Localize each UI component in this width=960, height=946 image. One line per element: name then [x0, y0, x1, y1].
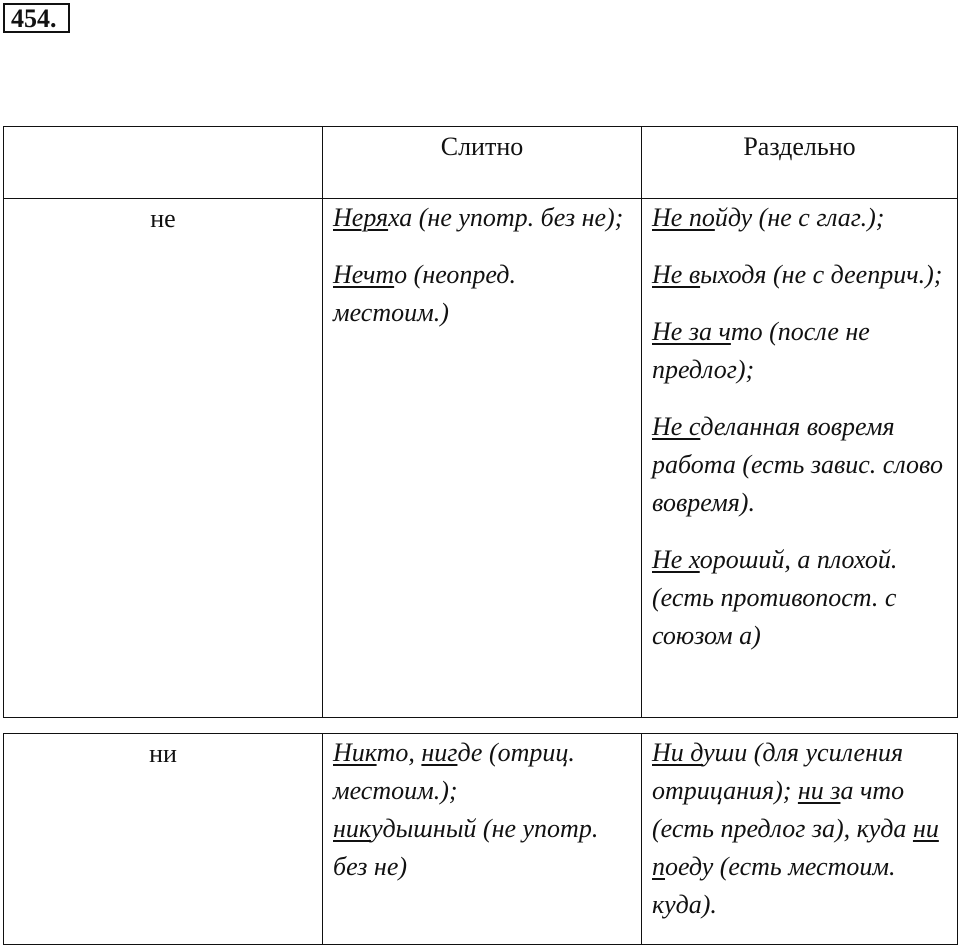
header-together-label: Слитно — [440, 132, 524, 161]
row-label-cell — [4, 734, 322, 944]
example-text: де (отриц. местоим.); — [333, 738, 575, 805]
together-cell — [322, 734, 641, 944]
underlined-part: ник — [333, 814, 372, 843]
together-cell — [322, 199, 641, 717]
example-paragraph — [333, 734, 633, 886]
example-text: йду (не с глаг.); — [714, 203, 885, 232]
example-paragraph — [652, 541, 949, 655]
example-paragraph — [652, 313, 949, 389]
example-text: уши (для усиления отрицания); — [652, 738, 904, 805]
underlined-part: Ни д — [652, 738, 704, 767]
header-cell-empty — [4, 127, 322, 198]
example-paragraph — [652, 256, 949, 294]
example-text: удышный (не употр. без не) — [333, 814, 599, 881]
example-text: оеду (есть местоим. куда). — [652, 852, 896, 919]
underlined-part: Не х — [652, 545, 700, 574]
example-paragraph — [333, 256, 633, 332]
together-examples-ne — [333, 199, 633, 332]
example-text: ха (не употр. без не); — [388, 203, 624, 232]
example-text: о (неопред. местоим.) — [333, 260, 516, 327]
together-examples-ni — [333, 734, 633, 886]
underlined-part: ниг — [421, 738, 458, 767]
row-label-cell — [4, 199, 322, 717]
example-text: то (после не предлог); — [652, 317, 870, 384]
example-text: ороший, а плохой. (есть противопост. с союзом а) — [652, 545, 898, 650]
underlined-part: Не за ч — [652, 317, 731, 346]
example-paragraph — [333, 199, 633, 237]
underlined-part: Не по — [652, 203, 715, 232]
separate-examples-ne — [652, 199, 949, 655]
example-text: деланная вовремя работа (есть завис. слово вовремя). — [652, 412, 943, 517]
example-paragraph — [652, 199, 949, 237]
example-paragraph — [652, 408, 949, 522]
underlined-part: Не с — [652, 412, 701, 441]
row-label-ne: не — [150, 204, 176, 233]
underlined-part: Неря — [333, 203, 389, 232]
underlined-part: ни з — [797, 776, 841, 805]
example-text: ыходя (не с дееприч.); — [700, 260, 943, 289]
underlined-part: Не в — [652, 260, 701, 289]
header-separate-label: Раздельно — [743, 132, 856, 161]
example-paragraph — [652, 734, 949, 924]
separate-cell — [641, 199, 957, 717]
exercise-number: 454. — [3, 3, 70, 33]
example-text: а что (есть предлог за), куда — [652, 776, 913, 843]
separate-examples-ni — [652, 734, 949, 924]
table-row-ne — [3, 198, 958, 718]
table-row-ni — [3, 733, 958, 945]
separate-cell — [641, 734, 957, 944]
underlined-part: Нечт — [333, 260, 395, 289]
example-text: то, — [376, 738, 422, 767]
header-cell-separate — [641, 127, 957, 198]
underlined-part: ни п — [652, 814, 939, 881]
table-header-row — [3, 126, 958, 199]
header-cell-together — [322, 127, 641, 198]
row-label-ni: ни — [149, 739, 177, 768]
underlined-part: Ник — [333, 738, 377, 767]
